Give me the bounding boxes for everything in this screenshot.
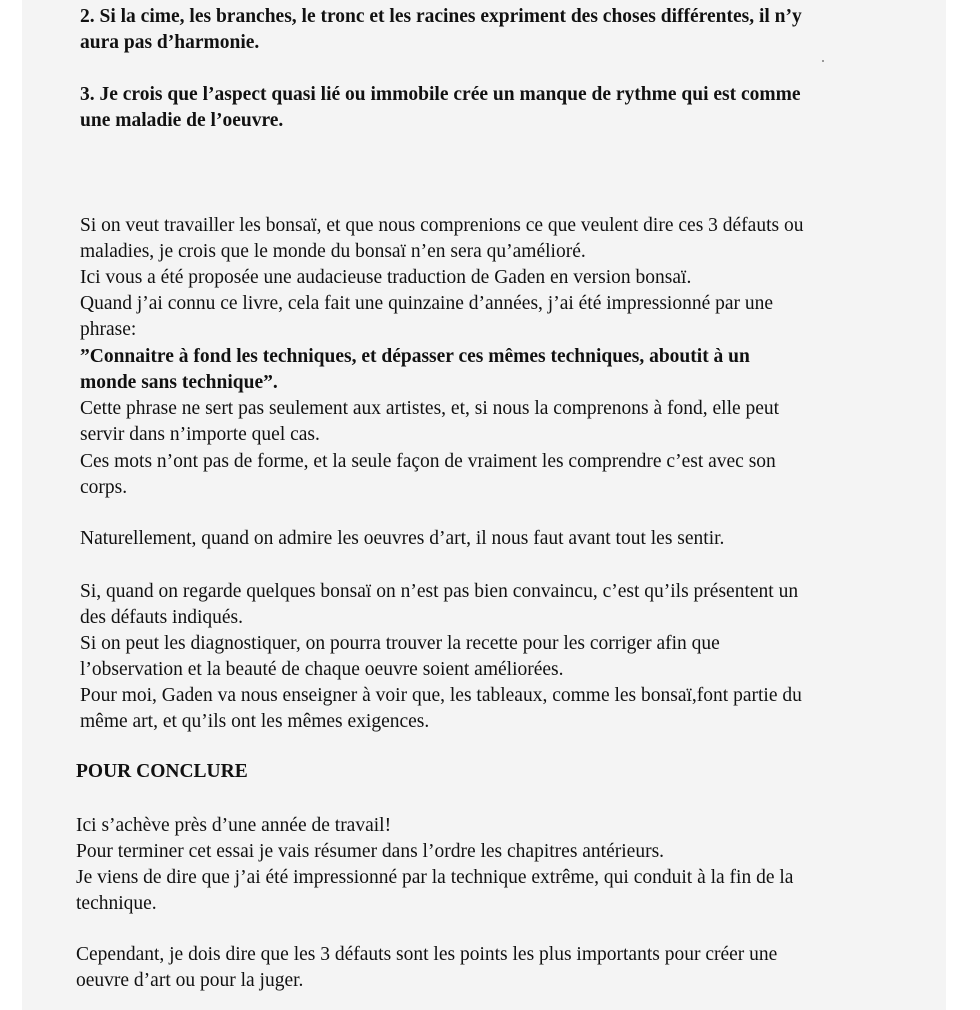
point-3-line-2: une maladie de l’oeuvre. <box>80 110 284 131</box>
conclusion-line-4: technique. <box>76 893 157 914</box>
conclusion-line-5: Cependant, je dois dire que les 3 défauts sont les points les plus importants pour créer une <box>76 944 778 965</box>
body-line-2: maladies, je crois que le monde du bonsaï n’en sera qu’amélioré. <box>80 241 586 262</box>
body-line-14: l’observation et la beauté de chaque oeuvre soient améliorées. <box>80 659 564 680</box>
body-line-11: Si, quand on regarde quelques bonsaï on n’est pas bien convaincu, c’est qu’ils présentent un <box>80 581 799 602</box>
body-line-12: des défauts indiqués. <box>80 607 244 628</box>
document-page <box>22 0 946 1010</box>
body-line-15: Pour moi, Gaden va nous enseigner à voir que, les tableaux, comme les bonsaï,font partie du <box>80 685 802 706</box>
conclusion-line-2: Pour terminer cet essai je vais résumer dans l’ordre les chapitres antérieurs. <box>76 841 665 862</box>
quote-line-1: ”Connaitre à fond les techniques, et dépasser ces mêmes techniques, aboutit à un <box>80 346 750 367</box>
body-line-5: phrase: <box>80 319 137 340</box>
scan-speck <box>822 60 824 62</box>
body-line-7: servir dans n’importe quel cas. <box>80 424 320 445</box>
body-line-1: Si on veut travailler les bonsaï, et que nous comprenions ce que veulent dire ces 3 défauts ou <box>80 215 804 236</box>
point-2-line-2: aura pas d’harmonie. <box>80 32 260 53</box>
point-3-line-1: 3. Je crois que l’aspect quasi lié ou immobile crée un manque de rythme qui est comme <box>80 84 801 105</box>
conclusion-line-3: Je viens de dire que j’ai été impressionné par la technique extrême, qui conduit à la fin de la <box>76 867 794 888</box>
body-line-9: corps. <box>80 477 128 498</box>
conclusion-line-6: oeuvre d’art ou pour la juger. <box>76 970 304 991</box>
conclusion-line-1: Ici s’achève près d’une année de travail! <box>76 815 392 836</box>
body-line-8: Ces mots n’ont pas de forme, et la seule façon de vraiment les comprendre c’est avec son <box>80 451 776 472</box>
quote-line-2: monde sans technique”. <box>80 372 278 393</box>
conclusion-heading: POUR CONCLURE <box>76 761 248 782</box>
body-line-13: Si on peut les diagnostiquer, on pourra trouver la recette pour les corriger afin que <box>80 633 720 654</box>
body-line-4: Quand j’ai connu ce livre, cela fait une quinzaine d’années, j’ai été impressionné par une <box>80 293 774 314</box>
body-line-3: Ici vous a été proposée une audacieuse traduction de Gaden en version bonsaï. <box>80 267 692 288</box>
point-2-line-1: 2. Si la cime, les branches, le tronc et les racines expriment des choses différentes, il n’y <box>80 6 802 27</box>
body-line-16: même art, et qu’ils ont les mêmes exigences. <box>80 711 430 732</box>
body-line-6: Cette phrase ne sert pas seulement aux artistes, et, si nous la comprenons à fond, elle peut <box>80 398 780 419</box>
body-line-10: Naturellement, quand on admire les oeuvres d’art, il nous faut avant tout les sentir. <box>80 528 725 549</box>
